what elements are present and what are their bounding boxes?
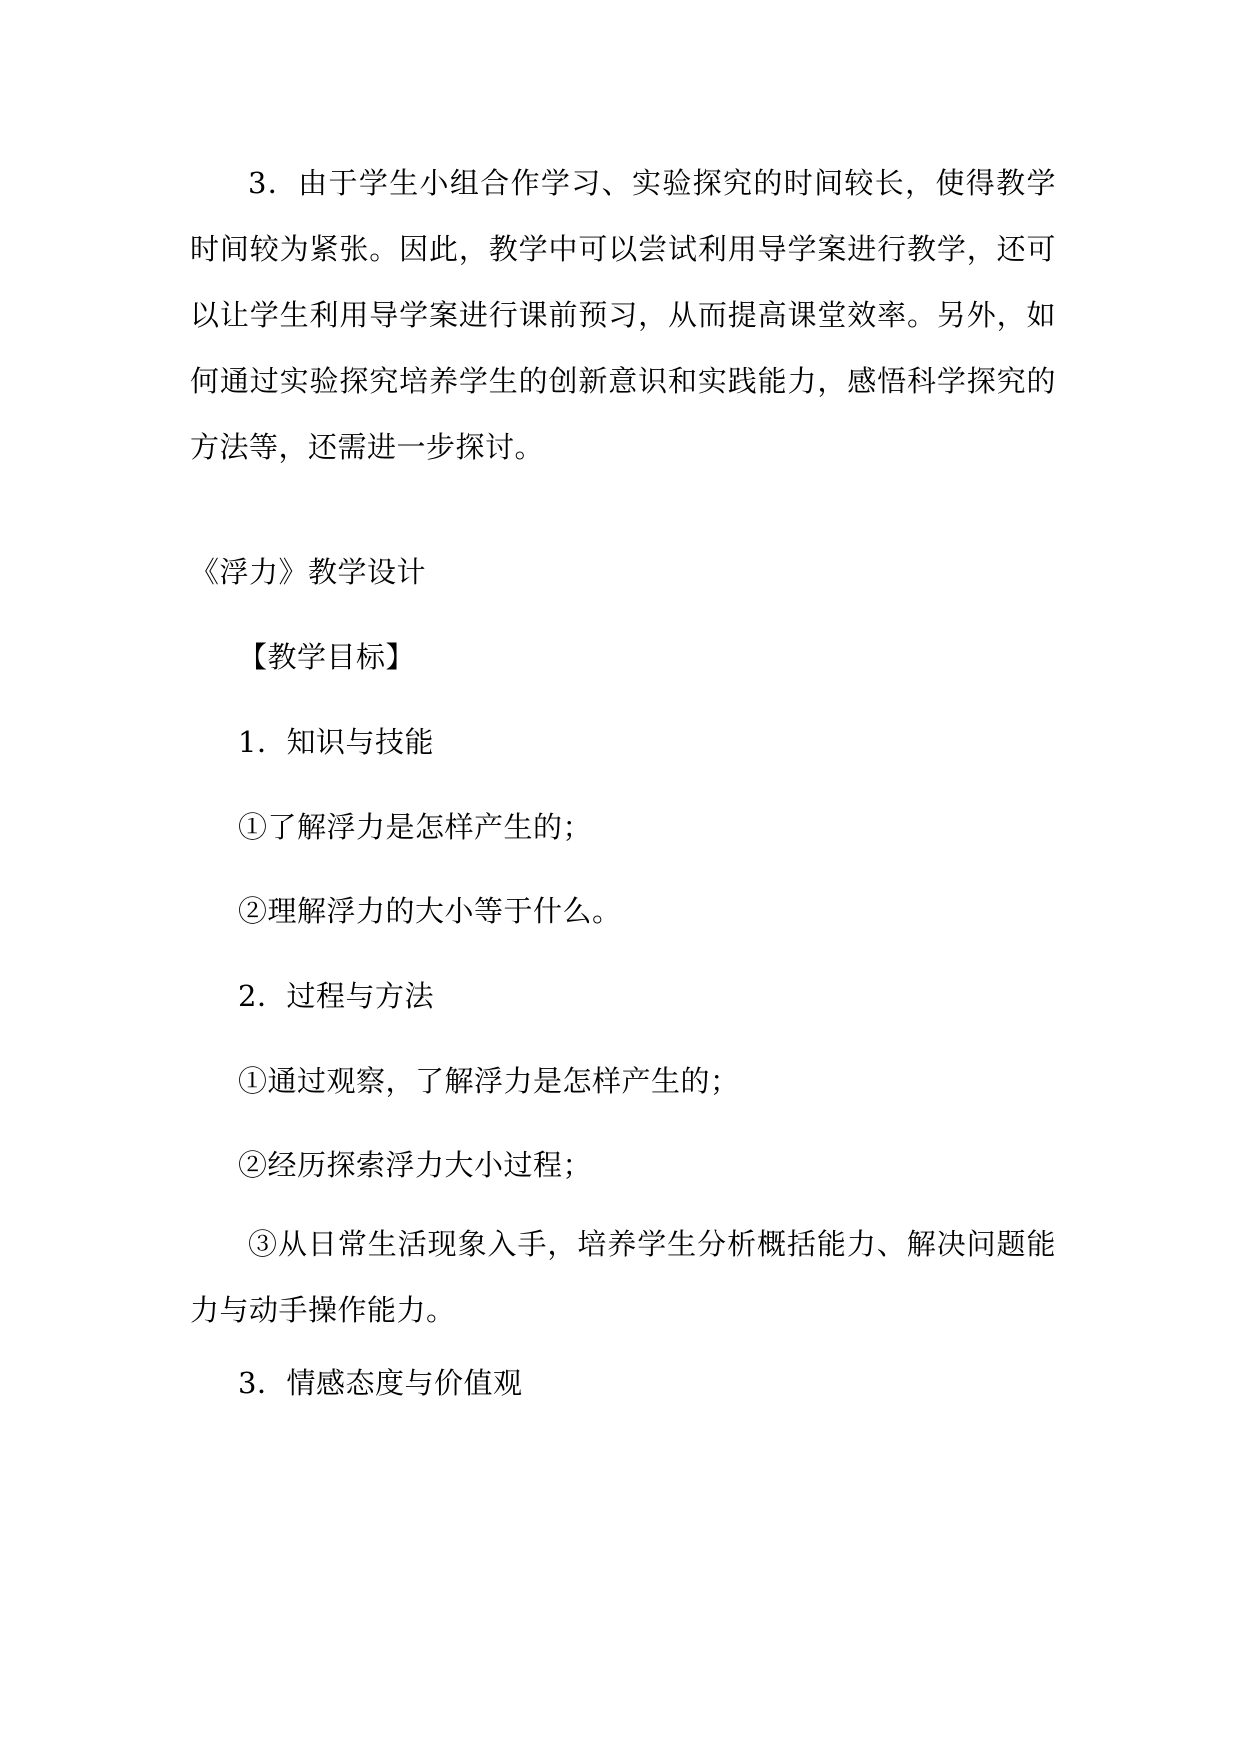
document-title: 《浮力》教学设计 [190,555,427,589]
list-item: ①通过观察，了解浮力是怎样产生的； [238,1064,740,1098]
list-item-paragraph: ③从日常生活现象入手，培养学生分析概括能力、解决问题能力与动手操作能力。 [190,1227,1056,1327]
heading-attitude-values: 3．情感态度与价值观 [238,1366,523,1400]
heading-process-methods: 2．过程与方法 [238,979,434,1013]
list-item: ②理解浮力的大小等于什么。 [238,894,622,928]
heading-knowledge-skills: 1．知识与技能 [238,725,434,759]
intro-paragraph: 3．由于学生小组合作学习、实验探究的时间较长，使得教学时间较为紧张。因此，教学中可以尝试利用导学案进行教学，还可以让学生利用导学案进行课前预习，从而提高课堂效率。另外，如何通过实验探究培养学生的创新意识和实践能力，感悟科学探究的方法等，还需进一步探讨。 [190,166,1056,464]
list-item: ②经历探索浮力大小过程； [238,1148,593,1182]
list-item: ①了解浮力是怎样产生的； [238,810,593,844]
section-heading-objectives: 【教学目标】 [238,640,416,674]
